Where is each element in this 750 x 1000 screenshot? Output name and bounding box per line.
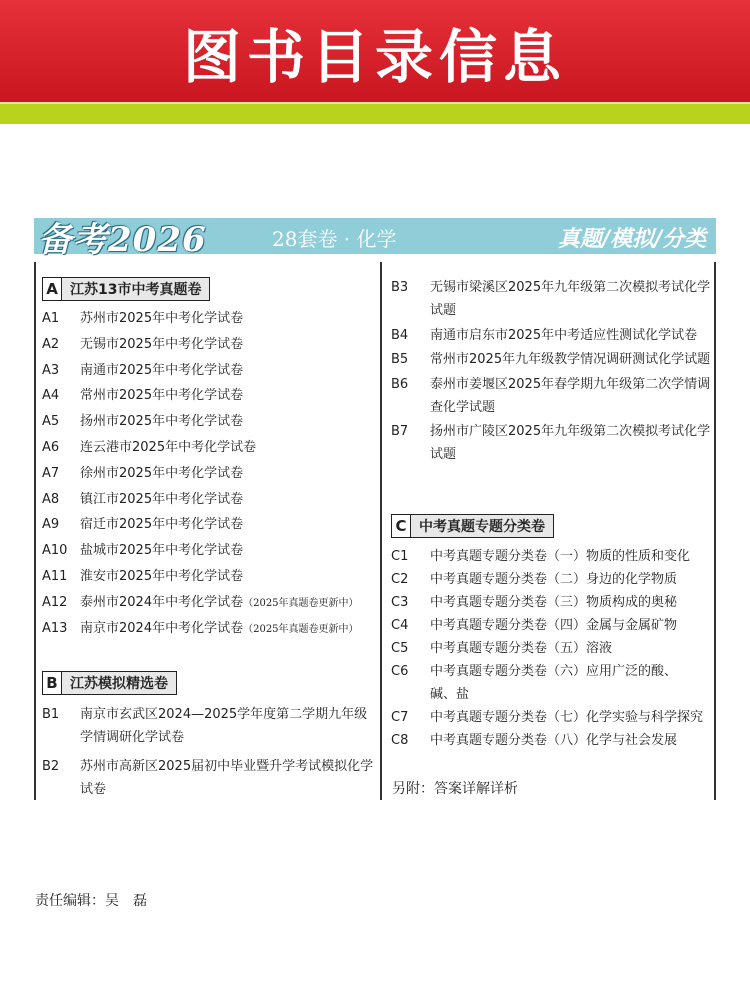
entry-title: 中考真题专题分类卷（八）化学与社会发展	[430, 733, 678, 748]
entry-title: 南通市2025年中考化学试卷	[80, 362, 244, 378]
entry-code: B1	[42, 707, 60, 722]
entry-code: A2	[42, 336, 60, 352]
entry-title: 扬州市广陵区2025年九年级第二次模拟考试化学	[430, 424, 711, 439]
entry-code: C6	[391, 664, 409, 679]
entry-code: B7	[391, 424, 409, 439]
entry-title: 徐州市2025年中考化学试卷	[80, 465, 244, 481]
entry-title: 淮安市2025年中考化学试卷	[80, 569, 244, 584]
section-b-label: 江苏模拟精选卷	[62, 672, 176, 694]
center-divider-line	[380, 262, 382, 800]
entry-title: 中考真题专题分类卷（六）应用广泛的酸、	[430, 664, 678, 679]
section-b-heading	[42, 671, 177, 695]
entry-title: 无锡市梁溪区2025年九年级第二次模拟考试化学	[430, 280, 711, 295]
appendix-note: 另附：答案详解详析	[392, 781, 518, 797]
entry-update-note: （2025年真题卷更新中）	[243, 597, 359, 609]
entry-code: A6	[42, 440, 60, 455]
section-c-letter: C	[392, 515, 411, 537]
entry-update-note: （2025年真题卷更新中）	[243, 623, 359, 635]
entry-code: B4	[391, 327, 409, 343]
entry-title: 南京市玄武区2024—2025学年度第二学期九年级	[80, 707, 368, 722]
entry-title: 宿迁市2025年中考化学试卷	[80, 517, 244, 533]
entry-code: A1	[42, 311, 60, 326]
entry-title: 试题	[430, 303, 457, 318]
entry-code: B5	[391, 352, 409, 367]
entry-code: A9	[42, 517, 60, 533]
entry-title: 南通市启东市2025年中考适应性测试化学试卷	[430, 327, 698, 343]
entry-code: A3	[42, 362, 60, 378]
entry-title: 常州市2025年九年级教学情况调研测试化学试题	[430, 352, 711, 367]
entry-code: A13	[42, 620, 68, 636]
entry-code: A4	[42, 388, 60, 404]
entry-code: A11	[42, 569, 68, 584]
left-border-line	[34, 262, 36, 800]
entry-code: A8	[42, 491, 60, 507]
entry-code: C1	[391, 549, 409, 564]
entry-title: 碱、盐	[430, 687, 470, 702]
entry-code: C5	[391, 641, 409, 656]
entry-title: 中考真题专题分类卷（一）物质的性质和变化	[430, 549, 691, 564]
entry-title: 盐城市2025年中考化学试卷	[80, 543, 244, 559]
green-stripe	[0, 104, 750, 124]
entry-title: 查化学试题	[430, 399, 496, 415]
series-brand: 备考2026	[38, 220, 207, 260]
section-a-heading	[42, 277, 210, 301]
entry-title: 苏州市高新区2025届初中毕业暨升学考试模拟化学	[80, 759, 374, 774]
entry-title: 中考真题专题分类卷（二）身边的化学物质	[430, 572, 678, 587]
entry-title: 试卷	[80, 782, 107, 797]
entry-code: B2	[42, 759, 60, 774]
entry-title: 中考真题专题分类卷（三）物质构成的奥秘	[430, 595, 678, 610]
entry-title: 试题	[430, 447, 457, 462]
entry-title: 苏州市2025年中考化学试卷	[80, 311, 244, 326]
entry-title: 扬州市2025年中考化学试卷	[80, 414, 244, 430]
entry-title: 中考真题专题分类卷（四）金属与金属矿物	[430, 618, 678, 633]
entry-code: A7	[42, 465, 60, 481]
top-banner	[0, 0, 750, 104]
entry-title: 南京市2024年中考化学试卷（2025年真题卷更新中）	[80, 620, 359, 636]
banner-title: 图书目录信息	[182, 23, 567, 91]
section-a-letter: A	[43, 278, 62, 300]
entry-code: A12	[42, 594, 68, 610]
entry-title: 泰州市2024年中考化学试卷（2025年真题卷更新中）	[80, 594, 359, 610]
entry-code: C8	[391, 733, 409, 748]
section-c-heading	[391, 514, 554, 538]
entry-code: B3	[391, 280, 409, 295]
entry-code: C7	[391, 710, 409, 725]
entry-title: 中考真题专题分类卷（五）溶液	[430, 641, 613, 656]
section-c-label: 中考真题专题分类卷	[411, 515, 553, 537]
entry-code: C2	[391, 572, 409, 587]
entry-code: C4	[391, 618, 409, 633]
series-subtitle: 28套卷 · 化学	[272, 227, 397, 251]
entry-title: 常州市2025年中考化学试卷	[80, 388, 244, 404]
responsible-editor: 责任编辑：吴 磊	[35, 893, 147, 909]
series-header-bar	[34, 218, 716, 260]
entry-title: 连云港市2025年中考化学试卷	[80, 440, 257, 455]
entry-code: A10	[42, 543, 68, 559]
series-tagline: 真题/模拟/分类	[557, 226, 706, 252]
entry-code: C3	[391, 595, 409, 610]
entry-title: 泰州市姜堰区2025年春学期九年级第二次学情调	[430, 376, 711, 392]
right-border-line	[714, 262, 716, 800]
entry-code: B6	[391, 376, 409, 392]
entry-title: 无锡市2025年中考化学试卷	[80, 336, 244, 352]
entry-title: 学情调研化学试卷	[80, 730, 185, 745]
entry-title: 镇江市2025年中考化学试卷	[80, 491, 244, 507]
section-a-label: 江苏13市中考真题卷	[62, 278, 209, 300]
entry-code: A5	[42, 414, 60, 430]
entry-title: 中考真题专题分类卷（七）化学实验与科学探究	[430, 710, 704, 725]
section-b-letter: B	[43, 672, 62, 694]
